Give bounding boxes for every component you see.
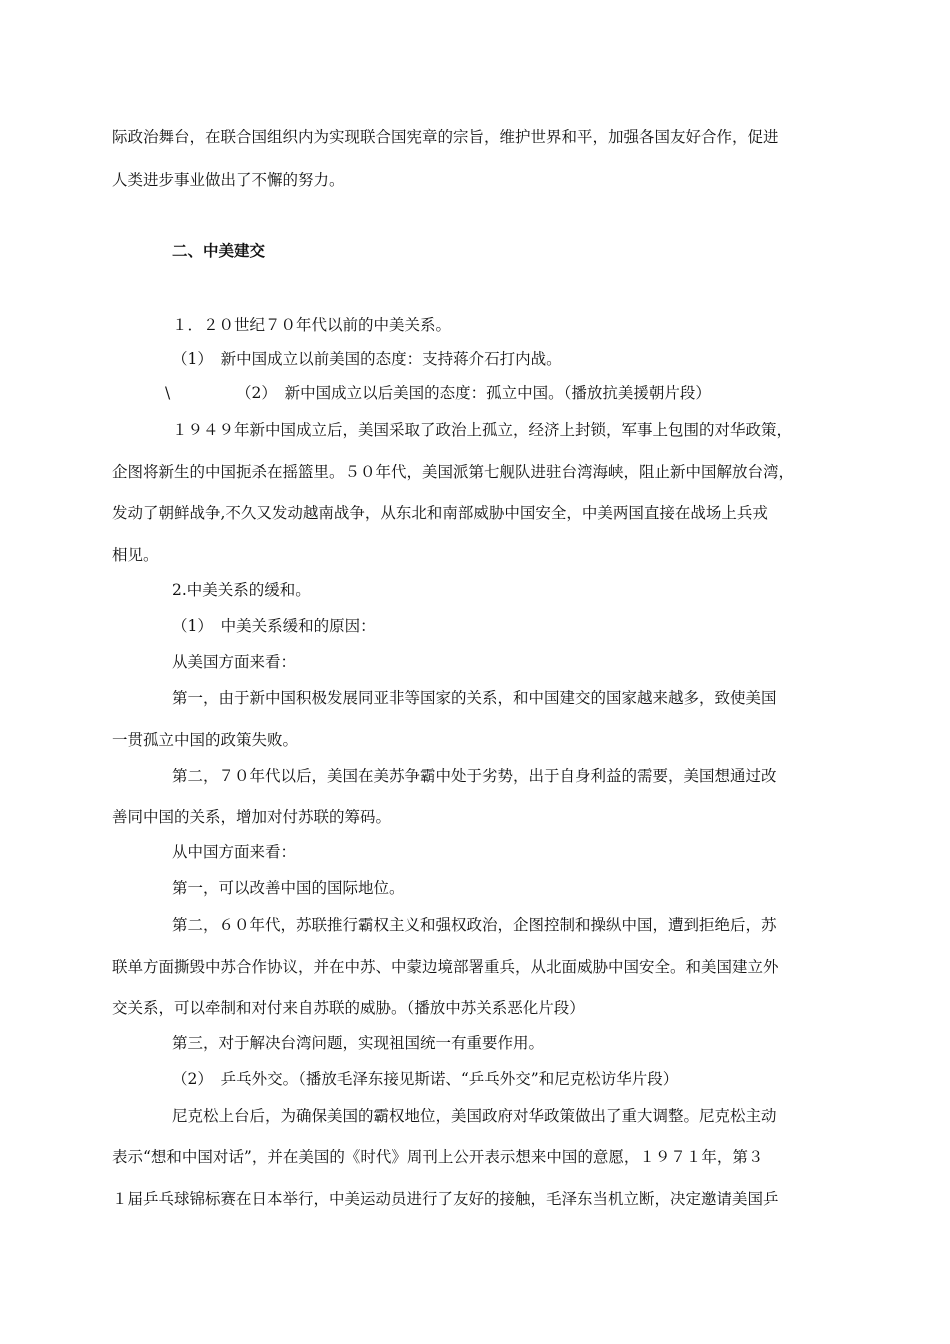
- paragraph-line: 人类进步事业做出了不懈的努力。: [112, 171, 345, 189]
- sub-item: （2） 新中国成立以后美国的态度：孤立中国。（播放抗美援朝片段）: [236, 384, 711, 402]
- paragraph-line: 发动了朝鲜战争,不久又发动越南战争，从东北和南部威胁中国安全，中美两国直接在战场上兵戎: [112, 504, 768, 522]
- side-heading: 从美国方面来看：: [172, 653, 297, 671]
- paragraph-line: 第一，由于新中国积极发展同亚非等国家的关系，和中国建交的国家越来越多，致使美国: [172, 689, 777, 707]
- paragraph-line: 第二，６０年代，苏联推行霸权主义和强权政治，企图控制和操纵中国，遭到拒绝后，苏: [172, 916, 777, 934]
- paragraph-line: 表示“想和中国对话”，并在美国的《时代》周刊上公开表示想来中国的意愿，１９７１年，第３: [112, 1148, 764, 1166]
- item-title: １．２０世纪７０年代以前的中美关系。: [172, 316, 452, 334]
- paragraph-line: 第一，可以改善中国的国际地位。: [172, 879, 405, 897]
- paragraph-line: 一贯孤立中国的政策失败。: [112, 731, 299, 749]
- sub-item: （1） 新中国成立以前美国的态度：支持蒋介石打内战。: [172, 350, 562, 368]
- paragraph-line: 企图将新生的中国扼杀在摇篮里。５０年代，美国派第七舰队进驻台湾海峡，阻止新中国解放台湾，: [112, 463, 795, 481]
- paragraph-line: １届乒乓球锦标赛在日本举行，中美运动员进行了友好的接触，毛泽东当机立断，决定邀请美国乒: [112, 1190, 779, 1208]
- item-title: 2.中美关系的缓和。: [172, 581, 311, 599]
- paragraph-line: 尼克松上台后，为确保美国的霸权地位，美国政府对华政策做出了重大调整。尼克松主动: [172, 1107, 777, 1125]
- paragraph-line: 第二，７０年代以后，美国在美苏争霸中处于劣势，出于自身利益的需要，美国想通过改: [172, 767, 777, 785]
- paragraph-line: １９４９年新中国成立后，美国采取了政治上孤立，经济上封锁，军事上包围的对华政策，: [172, 421, 793, 439]
- paragraph-line: 交关系，可以牵制和对付来自苏联的威胁。（播放中苏关系恶化片段）: [112, 999, 585, 1017]
- sub-item: （1） 中美关系缓和的原因：: [172, 617, 376, 635]
- paragraph-line: 际政治舞台，在联合国组织内为实现联合国宪章的宗旨，维护世界和平，加强各国友好合作，促进: [112, 128, 779, 146]
- stray-mark: \: [165, 384, 171, 402]
- paragraph-line: 相见。: [112, 546, 159, 564]
- section-heading: 二、中美建交: [172, 242, 266, 260]
- side-heading: 从中国方面来看：: [172, 843, 297, 861]
- paragraph-line: 善同中国的关系，增加对付苏联的筹码。: [112, 808, 392, 826]
- sub-item: （2） 乒乓外交。（播放毛泽东接见斯诺、“乒乓外交”和尼克松访华片段）: [172, 1070, 679, 1088]
- paragraph-line: 第三，对于解决台湾问题，实现祖国统一有重要作用。: [172, 1034, 545, 1052]
- paragraph-line: 联单方面撕毁中苏合作协议，并在中苏、中蒙边境部署重兵，从北面威胁中国安全。和美国建立外: [112, 958, 779, 976]
